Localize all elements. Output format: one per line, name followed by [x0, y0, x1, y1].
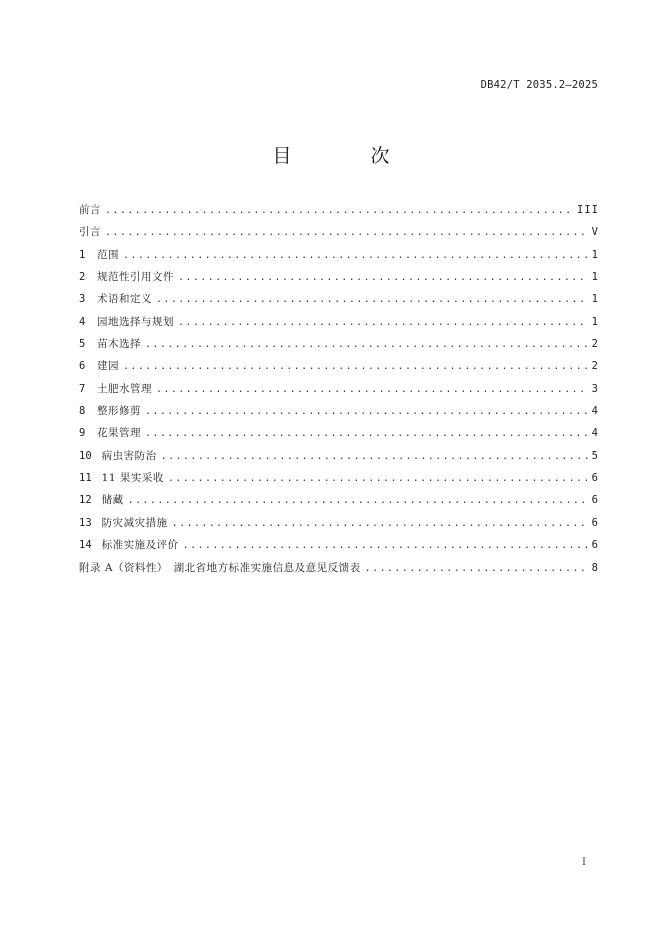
- toc-entry-page: 2: [591, 360, 599, 373]
- toc-entry-label: 花果管理: [97, 427, 141, 440]
- toc-leader-dots: [161, 446, 588, 467]
- toc-entry-label: 附录 A（资料性） 湖北省地方标准实施信息及意见反馈表: [79, 561, 361, 574]
- toc-entry-number: 1: [79, 248, 86, 261]
- toc-entry-label: 范围: [97, 248, 119, 261]
- toc-entry-page: 4: [591, 405, 599, 418]
- toc-entry-label: 建园: [97, 360, 119, 373]
- toc-entry-label: 防灾减灾措施: [101, 516, 168, 529]
- toc-entry-label: 整形修剪: [97, 405, 141, 418]
- toc-entry-number: 13: [79, 516, 92, 529]
- toc-entry-appendix-a[interactable]: [79, 557, 599, 579]
- toc-entry-label: 园地选择与规划: [97, 315, 174, 328]
- toc-entry-page: 3: [591, 382, 599, 395]
- toc-entry-page: 4: [591, 427, 599, 440]
- toc-entry-page: 5: [591, 449, 599, 462]
- toc-entry-page: 1: [591, 293, 599, 306]
- toc-entry-normative-references[interactable]: [79, 266, 599, 288]
- toc-leader-dots: [178, 267, 588, 288]
- toc-entry-page: 1: [591, 315, 599, 328]
- toc-entry-number: 4: [79, 315, 86, 328]
- toc-entry-page: 8: [591, 561, 599, 574]
- toc-entry-label: 规范性引用文件: [97, 271, 174, 284]
- toc-entry-number: 3: [79, 293, 86, 306]
- toc-entry-page: 6: [591, 539, 599, 552]
- toc-leader-dots: [105, 222, 588, 243]
- toc-entry-number: 9: [79, 427, 86, 440]
- toc-leader-dots: [156, 289, 588, 310]
- toc-entry-page: 1: [591, 271, 599, 284]
- table-of-contents: [79, 199, 599, 579]
- toc-entry-label: 病虫害防治: [101, 449, 157, 462]
- page-title: 目 次: [272, 145, 420, 167]
- toc-entry-label: 储藏: [101, 494, 124, 507]
- toc-leader-dots: [145, 334, 588, 355]
- toc-entry-label: 引言: [79, 226, 101, 239]
- toc-entry-pest-control[interactable]: [79, 445, 599, 467]
- toc-entry-harvest[interactable]: [79, 467, 599, 489]
- toc-entry-flower-fruit[interactable]: [79, 422, 599, 444]
- toc-leader-dots: [105, 200, 573, 221]
- toc-entry-number: 14: [79, 539, 92, 552]
- toc-entry-introduction[interactable]: [79, 221, 599, 243]
- toc-entry-orchard-establishment[interactable]: [79, 355, 599, 377]
- toc-entry-page: 1: [591, 248, 599, 261]
- toc-entry-label: 前言: [79, 204, 101, 216]
- toc-leader-dots: [145, 423, 588, 444]
- toc-entry-page: 6: [591, 516, 599, 529]
- toc-entry-number: 2: [79, 271, 86, 284]
- toc-leader-dots: [145, 401, 588, 422]
- toc-entry-label: 11 果实采收: [101, 472, 164, 485]
- toc-entry-page: V: [591, 226, 599, 239]
- toc-leader-dots: [156, 379, 588, 400]
- toc-entry-storage[interactable]: [79, 489, 599, 511]
- toc-leader-dots: [183, 535, 588, 556]
- toc-entry-foreword[interactable]: [79, 199, 599, 221]
- toc-leader-dots: [178, 312, 588, 333]
- page-number: I: [582, 857, 586, 868]
- toc-entry-number: 8: [79, 405, 86, 418]
- toc-entry-number: 10: [79, 449, 92, 462]
- toc-leader-dots: [172, 513, 588, 534]
- toc-entry-label: 苗木选择: [97, 338, 141, 351]
- toc-entry-number: 12: [79, 494, 92, 507]
- toc-entry-site-selection[interactable]: [79, 311, 599, 333]
- toc-entry-page: 2: [591, 338, 599, 351]
- toc-leader-dots: [123, 245, 588, 266]
- toc-entry-label: 土肥水管理: [97, 382, 152, 395]
- toc-entry-seedling-selection[interactable]: [79, 333, 599, 355]
- toc-entry-number: 6: [79, 360, 86, 373]
- toc-entry-number: 11: [79, 472, 92, 485]
- toc-leader-dots: [123, 356, 588, 377]
- toc-entry-page: III: [577, 204, 599, 216]
- toc-entry-disaster-prevention[interactable]: [79, 512, 599, 534]
- toc-entry-terms-definitions[interactable]: [79, 288, 599, 310]
- toc-entry-number: 5: [79, 338, 86, 351]
- toc-entry-pruning[interactable]: [79, 400, 599, 422]
- toc-entry-number: 7: [79, 382, 86, 395]
- toc-entry-label: 标准实施及评价: [101, 539, 179, 552]
- toc-entry-label: 术语和定义: [97, 293, 152, 306]
- toc-entry-scope[interactable]: [79, 244, 599, 266]
- toc-entry-page: 6: [591, 494, 599, 507]
- toc-leader-dots: [365, 558, 588, 579]
- toc-leader-dots: [168, 468, 588, 489]
- toc-leader-dots: [128, 490, 588, 511]
- document-code: DB42/T 2035.2—2025: [480, 79, 598, 91]
- toc-entry-page: 6: [591, 472, 599, 485]
- toc-entry-soil-fertilizer-water[interactable]: [79, 378, 599, 400]
- toc-entry-implementation-evaluation[interactable]: [79, 534, 599, 556]
